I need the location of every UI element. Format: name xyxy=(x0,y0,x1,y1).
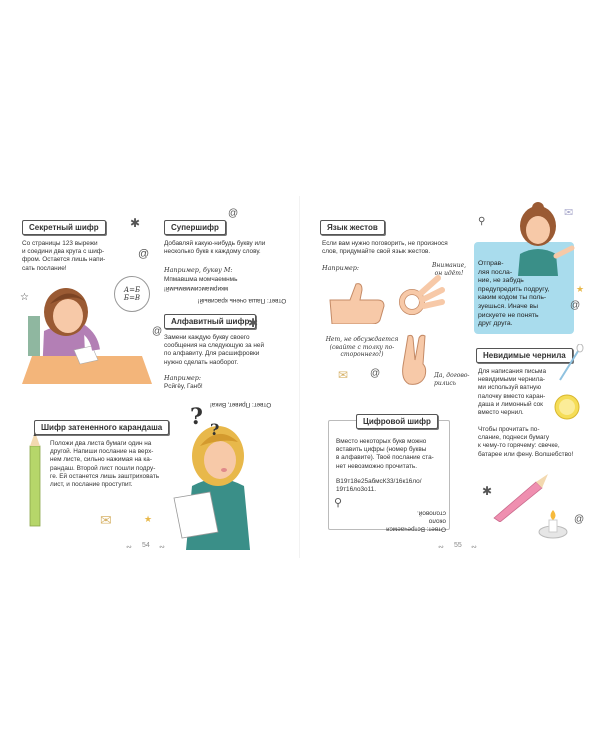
ornament-icon: ∾ xyxy=(159,544,165,551)
text-line: рились xyxy=(434,379,457,387)
secret-cipher-text xyxy=(22,240,140,273)
text-line: Со страницы 123 вырежи xyxy=(22,240,98,247)
spiral-icon: @ xyxy=(138,248,150,260)
ornament-icon: ∾ xyxy=(438,544,444,551)
super-example-label: Например, букву М: xyxy=(164,266,233,274)
text-line: мкирмамсиммвмымй! xyxy=(164,285,229,293)
text-line: ляя посла- xyxy=(478,268,513,276)
text-line: Добавляй какую-нибудь букву или xyxy=(164,240,266,247)
text-line: Отправ- xyxy=(478,260,504,267)
text-line: ми используй ватную xyxy=(478,384,542,392)
thumbs-up-hand-illustration xyxy=(326,280,386,324)
text-line: Ответ: Встречаемся около xyxy=(386,517,446,533)
magnifier-icon: ⚲ xyxy=(334,497,343,509)
text-line: даша и лимонный сок xyxy=(478,400,543,408)
star-icon: ★ xyxy=(576,284,585,294)
text-line: Если вам нужно поговорить, не произнося xyxy=(322,240,448,247)
page-number-left: 54 xyxy=(142,542,150,549)
text-line: Чтобы прочитать по- xyxy=(478,426,540,433)
text-line: предупредить подругу, xyxy=(478,285,550,293)
text-line: Положи два листа бумаги один на xyxy=(50,440,152,447)
text-line: сообщения на следующую за ней xyxy=(164,342,265,350)
text-line: к чему-то горячему: свечке, xyxy=(478,442,560,450)
envelope-icon: ✉ xyxy=(100,512,112,528)
super-cipher-text xyxy=(164,240,294,256)
envelope-icon: ✉ xyxy=(564,207,574,219)
text-line: В19т18е25абмсК33/16к16ло/ xyxy=(336,478,422,485)
text-line: батарее или фену. Волшебство! xyxy=(478,450,574,458)
tip-text xyxy=(478,260,574,329)
sparkle-icon: ✱ xyxy=(248,316,259,330)
text-line: Мпмавшма момчаемнмь xyxy=(164,276,238,283)
digital-cipher-answer xyxy=(370,508,446,533)
text-line: слание, поднеси бумагу xyxy=(478,434,550,442)
alphabet-answer: Ответ: Привет, Вика! xyxy=(210,401,272,409)
sparkle-icon: ✱ xyxy=(482,484,493,498)
thought-bubble xyxy=(114,276,150,312)
text-line: стороннего!) xyxy=(340,351,384,358)
super-example xyxy=(164,276,294,292)
text-line: другой. Напиши послание на верх- xyxy=(50,448,154,456)
pencil-cipher-text xyxy=(50,440,172,489)
page-number-right: 55 xyxy=(454,542,462,549)
text-line: слов, придумайте свой язык жестов. xyxy=(322,248,431,256)
ornament-icon: ∾ xyxy=(471,544,477,551)
super-answer: Ответ: Паша очень красивый! xyxy=(197,297,287,305)
text-line: 19т16ло3о11. xyxy=(336,486,377,494)
text-line: Нет, не обсуждается xyxy=(325,336,399,343)
text-line: нем листе, сильно нажимая на ка- xyxy=(50,456,152,464)
text-line: Внимание, xyxy=(431,262,467,269)
text-line: невидимыми чернила- xyxy=(478,376,546,384)
gesture-note-thumb xyxy=(318,336,406,359)
spiral-icon: @ xyxy=(570,300,581,311)
digital-cipher-code xyxy=(336,478,446,494)
left-page xyxy=(14,196,300,558)
alphabet-example-label: Например: xyxy=(164,374,202,382)
secret-cipher-title: Секретный шифр xyxy=(22,220,106,235)
text-line: по алфавиту. Для расшифровки xyxy=(164,350,260,358)
envelope-icon: ✉ xyxy=(338,368,349,382)
green-pencil-illustration xyxy=(26,432,44,528)
text-line: ние, не забудь xyxy=(478,277,524,285)
digital-cipher-text xyxy=(336,438,446,471)
text-line: лист, и послание проступит. xyxy=(50,481,133,489)
invisible-ink-text-2 xyxy=(478,426,586,459)
text-line: он идёт! xyxy=(434,269,464,277)
text-line: сать послание! xyxy=(22,264,67,272)
text-line: Да, догово- xyxy=(434,372,470,379)
ok-hand-illustration xyxy=(394,272,446,324)
gestures-title: Язык жестов xyxy=(320,220,385,235)
thought-line: Б=В xyxy=(123,294,141,302)
text-line: рискуете не понять xyxy=(478,311,539,319)
text-line: Для написания письма xyxy=(478,368,546,375)
alphabet-example: Рсйгёу, Ганб! xyxy=(164,383,203,390)
gestures-text xyxy=(322,240,472,256)
right-page xyxy=(300,196,586,558)
gesture-note-v xyxy=(434,372,478,387)
text-line: нет невозможно прочитать. xyxy=(336,462,418,470)
gestures-example-label: Например: xyxy=(322,264,360,272)
magnifier-icon: ⚲ xyxy=(478,216,486,227)
spiral-icon: @ xyxy=(574,514,585,525)
cotton-swab-illustration xyxy=(556,344,584,384)
alphabet-cipher-text xyxy=(164,334,294,367)
text-line: фром. Остается лишь напи- xyxy=(22,256,106,264)
invisible-ink-title: Невидимые чернила xyxy=(476,348,573,363)
text-line: каким кодом ты поль- xyxy=(478,294,547,302)
text-line: столовой. xyxy=(416,509,446,517)
text-line: вместо чернил. xyxy=(478,409,524,417)
text-line: палочку вместо каран- xyxy=(478,392,546,400)
thought-line: А=Б xyxy=(123,286,141,294)
ornament-icon: ∾ xyxy=(126,544,132,551)
question-mark-icon: ? xyxy=(190,404,203,430)
question-mark-icon: ? xyxy=(210,420,220,439)
text-line: друг друга. xyxy=(478,320,513,328)
text-line: зуешься. Иначе вы xyxy=(478,302,538,310)
text-line: вставить цифры (номер буквы xyxy=(336,446,427,454)
text-line: и соедини два круга с шиф- xyxy=(22,248,105,256)
star-icon: ☆ xyxy=(20,292,29,303)
text-line: рандаш. Второй лист пошли подру- xyxy=(50,464,156,472)
book-spread xyxy=(14,196,586,558)
pencil-cipher-title: Шифр затененного карандаша xyxy=(34,420,169,435)
alphabet-cipher-title: Алфавитный шифр xyxy=(164,314,256,329)
text-line: ге. Ей останется лишь заштриховать xyxy=(50,472,160,480)
text-line: (свайте с толку по- xyxy=(329,343,395,351)
text-line: нужно сделать наоборот. xyxy=(164,358,239,366)
candle-illustration xyxy=(536,508,570,540)
lemon-illustration xyxy=(552,392,582,422)
sparkle-icon: ✱ xyxy=(130,216,141,230)
digital-cipher-title: Цифровой шифр xyxy=(356,414,438,429)
super-cipher-title: Супершифр xyxy=(164,220,226,235)
star-icon: ★ xyxy=(144,514,153,524)
v-sign-hand-illustration xyxy=(396,332,436,388)
text-line: Замени каждую букву своего xyxy=(164,334,250,341)
spiral-icon: @ xyxy=(152,326,163,337)
text-line: Вместо некоторых букв можно xyxy=(336,438,427,445)
text-line: несколько букв к каждому слову. xyxy=(164,248,261,256)
spiral-icon: @ xyxy=(228,208,239,219)
text-line: в алфавите). Твоё послание ста- xyxy=(336,454,434,462)
spiral-icon: @ xyxy=(370,368,381,379)
